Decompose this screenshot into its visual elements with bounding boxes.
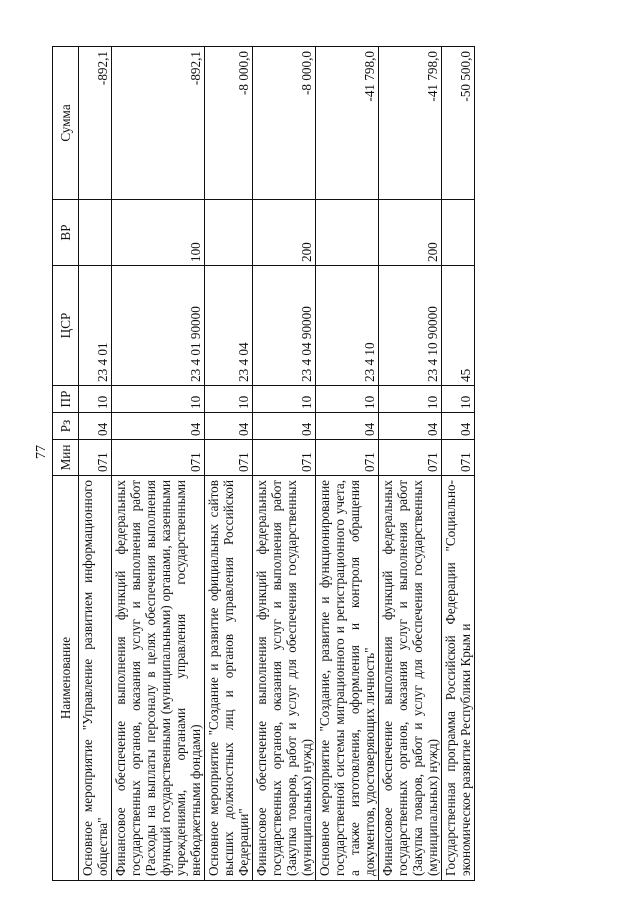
row-csr: 23 4 04 90000	[253, 266, 316, 386]
budget-table-rotated	[52, 47, 592, 881]
row-csr: 23 4 10	[316, 266, 379, 386]
table-row	[316, 47, 379, 881]
row-vr	[205, 200, 253, 266]
row-vr: 100	[112, 200, 205, 266]
row-name: Основное мероприятие "Создание и развитие официальных сайтов высших должностных лиц и органов управления Российской Федерации"	[205, 476, 253, 881]
row-rz: 04	[253, 413, 316, 440]
table-row	[79, 47, 112, 881]
row-min: 071	[112, 440, 205, 476]
header-rz: Рз	[53, 413, 79, 440]
row-rz: 04	[205, 413, 253, 440]
row-name: Финансовое обеспечение выполнения функций федеральных государственных органов, оказания услуг и выполнения работ (Расходы на выплаты персоналу в целях обеспечения выполнения функций государственными (муниципальными) органами, казенными учреждениями, органами управления государственными внебюджетными фондами)	[112, 476, 205, 881]
row-csr: 23 4 01	[79, 266, 112, 386]
row-sum: -892,1	[79, 47, 112, 200]
row-vr	[79, 200, 112, 266]
row-vr: 200	[253, 200, 316, 266]
row-pr: 10	[79, 386, 112, 413]
header-name: Наименование	[53, 476, 79, 881]
header-vr: ВР	[53, 200, 79, 266]
row-csr: 45	[442, 266, 475, 386]
table-row	[442, 47, 475, 881]
row-csr: 23 4 04	[205, 266, 253, 386]
row-min: 071	[205, 440, 253, 476]
row-rz: 04	[112, 413, 205, 440]
table-row	[112, 47, 205, 881]
row-rz: 04	[379, 413, 442, 440]
header-min: Мин	[53, 440, 79, 476]
row-pr: 10	[205, 386, 253, 413]
row-sum: -41 798,0	[379, 47, 442, 200]
page-number: 77	[34, 445, 49, 459]
row-min: 071	[79, 440, 112, 476]
row-vr	[316, 200, 379, 266]
row-csr: 23 4 01 90000	[112, 266, 205, 386]
row-pr: 10	[379, 386, 442, 413]
row-min: 071	[316, 440, 379, 476]
table-row	[379, 47, 442, 881]
row-name: Финансовое обеспечение выполнения функций федеральных государственных органов, оказания услуг и выполнения работ (Закупка товаров, работ и услуг для обеспечения государственных (муниципальных) нужд)	[379, 476, 442, 881]
header-pr: ПР	[53, 386, 79, 413]
row-min: 071	[379, 440, 442, 476]
row-rz: 04	[79, 413, 112, 440]
table-header-row	[53, 47, 79, 881]
row-rz: 04	[442, 413, 475, 440]
row-csr: 23 4 10 90000	[379, 266, 442, 386]
row-min: 071	[442, 440, 475, 476]
row-sum: -8 000,0	[253, 47, 316, 200]
row-sum: -41 798,0	[316, 47, 379, 200]
budget-table	[52, 46, 475, 881]
row-name: Финансовое обеспечение выполнения функций федеральных государственных органов, оказания услуг и выполнения работ (Закупка товаров, работ и услуг для обеспечения государственных (муниципальных) нужд)	[253, 476, 316, 881]
table-row	[205, 47, 253, 881]
header-csr: ЦСР	[53, 266, 79, 386]
row-sum: -50 500,0	[442, 47, 475, 200]
row-pr: 10	[253, 386, 316, 413]
row-min: 071	[253, 440, 316, 476]
row-pr: 10	[316, 386, 379, 413]
row-sum: -8 000,0	[205, 47, 253, 200]
row-name: Государственная программа Российской Федерации "Социально-экономическое развитие Республики Крым и	[442, 476, 475, 881]
row-pr: 10	[442, 386, 475, 413]
row-rz: 04	[316, 413, 379, 440]
header-sum: Сумма	[53, 47, 79, 200]
row-name: Основное мероприятие "Создание, развитие и функционирование государственной системы миграционного и регистрационного учета, а также изготовления, оформления и контроля обращения документов, удостоверяющих личность"	[316, 476, 379, 881]
row-name: Основное мероприятие "Управление развитием информационного общества"	[79, 476, 112, 881]
row-sum: -892,1	[112, 47, 205, 200]
row-pr: 10	[112, 386, 205, 413]
row-vr	[442, 200, 475, 266]
row-vr: 200	[379, 200, 442, 266]
table-row	[253, 47, 316, 881]
